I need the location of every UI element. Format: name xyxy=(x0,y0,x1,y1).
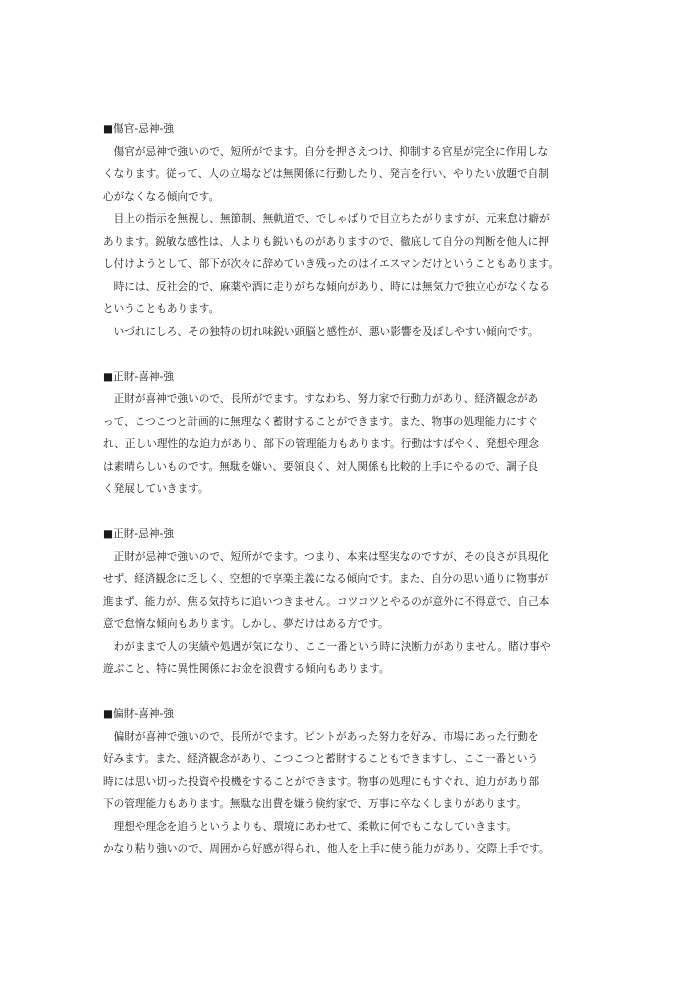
paragraph-line: し付けようとして、部下が次々に辞めていき残ったのはイエスマンだけということもあります。 xyxy=(103,258,559,270)
paragraph-line: 正財が喜神で強いので、長所がでます。すなわち、努力家で行動力があり、経済観念があ xyxy=(113,393,539,405)
paragraph-line: わがままで人の実績や処遇が気になり、ここ一番という時に決断力がありません。賭け事や xyxy=(113,640,551,653)
paragraph-line: くなります。従って、人の立場などは無関係に行動したり、発言を行い、やりたい放題で自制 xyxy=(103,168,549,180)
section-heading: ■正財-喜神-強 xyxy=(103,370,175,383)
paragraph-line: ということもあります。 xyxy=(103,303,220,315)
paragraph-line: 時には思い切った投資や投機をすることができます。物事の処理にもすぐれ、迫力があり部 xyxy=(103,775,540,788)
section-seizai-kishin-kyo xyxy=(103,366,563,501)
section-shokan-kishin-kyo xyxy=(103,118,563,343)
paragraph-line: いづれにしろ、その独特の切れ味鋭い頭脳と感性が、悪い影響を及ぼしやすい傾向です。 xyxy=(113,325,539,338)
section-henzai-kishin-kyo xyxy=(103,703,563,861)
paragraph-line: 意で怠惰な傾向もあります。しかし、夢だけはある方です。 xyxy=(103,618,389,630)
paragraph-line: あります。鋭敏な感性は、人よりも鋭いものがありますので、徹底して自分の判断を他人に押 xyxy=(103,235,549,248)
paragraph-line: 偏財が喜神で強いので、長所がでます。ピントがあった努力を好み、市場にあった行動を xyxy=(113,730,539,743)
paragraph-line: 下の管理能力もあります。無駄な出費を嫌う倹約家で、万事に卒なくしまりがあります。 xyxy=(103,798,527,810)
paragraph-line: 傷官が忌神で強いので、短所がでます。自分を押さえつけ、抑制する官星が完全に作用しな xyxy=(113,145,549,158)
paragraph-line: 時には、反社会的で、麻薬や酒に走りがちな傾向があり、時には無気力で独立心がなくなる xyxy=(113,280,550,293)
paragraph-line: 遊ぶこと、特に異性関係にお金を浪費する傾向もあります。 xyxy=(103,663,390,675)
paragraph-line: 好みます。また、経済観念があり、こつこつと蓄財することもできますし、ここ一番という xyxy=(103,753,539,765)
paragraph-line: 進まず、能力が、焦る気持ちに追いつきません。コツコツとやるのが意外に不得意で、自己本 xyxy=(103,595,550,608)
paragraph-line: 心がなくなる傾向です。 xyxy=(103,190,220,203)
document-body xyxy=(103,118,563,861)
paragraph-line: 理想や理念を追うというよりも、環境にあわせて、柔軟に何でもこなしていきます。 xyxy=(113,820,517,833)
paragraph-line: って、こつこつと計画的に無理なく蓄財することができます。また、物事の処理能力にすぐ xyxy=(103,415,538,428)
paragraph-line: せず、経済観念に乏しく、空想的で享楽主義になる傾向です。また、自分の思い通りに物事が xyxy=(103,573,549,585)
paragraph-line: れ、正しい理性的な迫力があり、部下の管理能力もあります。行動はすばやく、発想や理念 xyxy=(103,438,539,450)
section-heading: ■傷官-忌神-強 xyxy=(103,123,175,135)
paragraph-line: く発展していきます。 xyxy=(103,483,209,495)
section-seizai-imigami-kyo xyxy=(103,523,563,681)
section-heading: ■偏財-喜神-強 xyxy=(103,708,175,720)
paragraph-line: は素晴らしいものです。無駄を嫌い、要領良く、対人関係も比較的上手にやるので、調子良 xyxy=(103,460,539,473)
paragraph-line: かなり粘り強いので、周囲から好感が得られ、他人を上手に使う能力があり、交際上手です。 xyxy=(103,843,550,855)
section-heading: ■正財-忌神-強 xyxy=(103,528,175,540)
paragraph-line: 目上の指示を無視し、無節制、無軌道で、でしゃばりで目立ちたがりますが、元来怠け癖が xyxy=(113,213,550,225)
paragraph-line: 正財が忌神で強いので、短所がでます。つまり、本来は堅実なのですが、その良さが具現化 xyxy=(113,550,549,563)
